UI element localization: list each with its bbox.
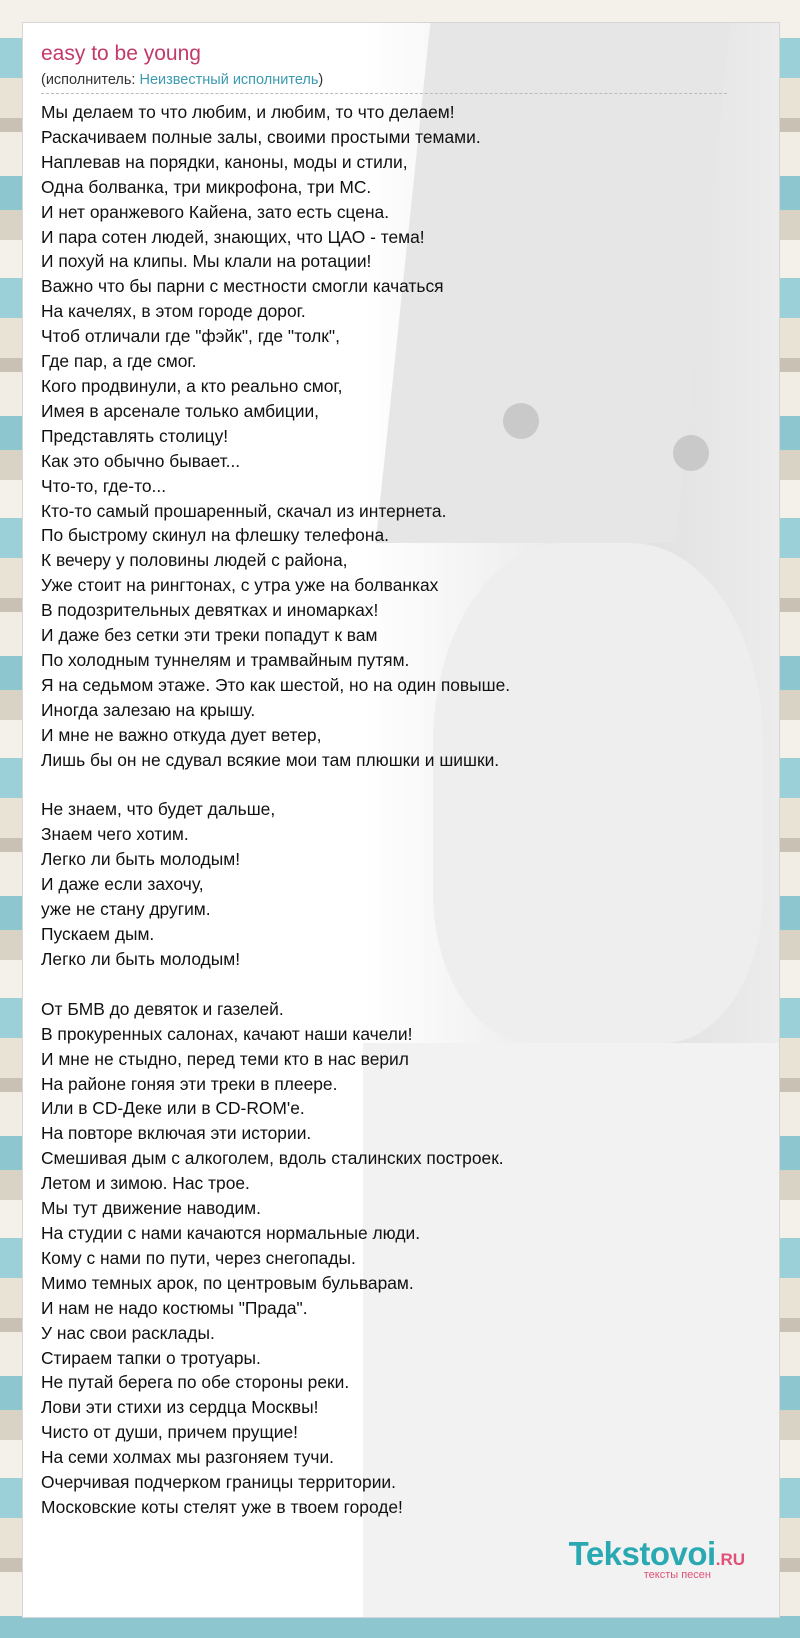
lyric-line: И мне не важно откуда дует ветер, [41, 724, 322, 745]
lyric-line: Иногда залезаю на крышу. [41, 699, 256, 720]
lyric-line: На повторе включая эти истории. [41, 1123, 312, 1144]
lyric-line: Раскачиваем полные залы, своими простыми темами. [41, 126, 481, 147]
lyric-line: Имея в арсенале только амбиции, [41, 400, 319, 421]
lyrics-card [22, 22, 780, 1618]
lyric-line: Пускаем дым. [41, 924, 155, 944]
lyric-line: Одна болванка, три микрофона, три МС. [41, 176, 372, 197]
artist-prefix: (исполнитель: [41, 72, 140, 88]
lyrics-stanza [41, 997, 731, 1520]
lyric-line: Не знаем, что будет дальше, [41, 799, 276, 820]
lyric-line: И даже без сетки эти треки попадут к вам [41, 625, 378, 646]
lyric-line: Очерчивая подчерком границы территории. [41, 1472, 396, 1493]
artist-link[interactable]: Неизвестный исполнитель [139, 72, 319, 88]
lyric-line: Кому с нами по пути, через снегопады. [41, 1247, 356, 1268]
lyric-line: Мы делаем то что любим, и любим, то что делаем! [41, 102, 455, 122]
lyric-line: От БМВ до девяток и газелей. [41, 998, 284, 1019]
song-title: easy to be young [41, 42, 201, 65]
lyric-line: К вечеру у половины людей с района, [41, 550, 348, 571]
lyric-line: Чисто от души, причем прущие! [41, 1422, 298, 1443]
lyric-line: В прокуренных салонах, качают наши качели! [41, 1023, 413, 1044]
lyric-line: На студии с нами качаются нормальные люди. [41, 1222, 421, 1243]
lyric-line: По холодным туннелям и трамвайным путям. [41, 649, 410, 670]
lyrics-stanza [41, 100, 731, 772]
lyric-line: В подозрительных девятках и иномарках! [41, 600, 379, 621]
lyrics-stanza [41, 797, 731, 971]
logo-tld: .RU [715, 1550, 745, 1569]
lyric-line: Мимо темных арок, по центровым бульварам. [41, 1272, 414, 1293]
lyric-line: Легко ли быть молодым! [41, 849, 241, 870]
artist-line [41, 71, 731, 89]
lyric-line: Кто-то самый прошаренный, скачал из интернета. [41, 500, 447, 521]
lyric-line: На районе гоняя эти треки в плеере. [41, 1073, 338, 1094]
lyric-line: И мне не стыдно, перед теми кто в нас верил [41, 1048, 409, 1069]
lyric-line: И нет оранжевого Кайена, зато есть сцена. [41, 201, 390, 222]
header-divider [41, 93, 727, 94]
lyric-line: И даже если захочу, [41, 874, 204, 895]
lyric-line: Стираем тапки о тротуары. [41, 1347, 261, 1368]
lyric-line: Чтоб отличали где "фэйк", где "толк", [41, 326, 340, 347]
lyric-line: Наплевав на порядки, каноны, моды и стили, [41, 151, 408, 172]
lyric-line: И пара сотен людей, знающих, что ЦАО - тема! [41, 226, 425, 247]
lyric-line: Кого продвинули, а кто реально смог, [41, 375, 343, 396]
lyric-line: Как это обычно бывает... [41, 450, 241, 471]
lyric-line: По быстрому скинул на флешку телефона. [41, 525, 389, 546]
lyric-line: Смешивая дым с алкоголем, вдоль сталинских построек. [41, 1148, 504, 1169]
lyric-line: Уже стоит на рингтонах, с утра уже на болванках [41, 575, 439, 596]
lyric-line: На качелях, в этом городе дорог. [41, 301, 306, 322]
lyric-line: На семи холмах мы разгоняем тучи. [41, 1447, 335, 1468]
lyric-line: Представлять столицу! [41, 425, 229, 446]
lyric-line: Или в CD-Деке или в CD-ROM'е. [41, 1098, 305, 1119]
artist-suffix: ) [318, 72, 324, 88]
lyric-line: Я на седьмом этаже. Это как шестой, но на один повыше. [41, 674, 511, 695]
lyric-line: У нас свои расклады. [41, 1322, 215, 1343]
lyric-line: Не путай берега по обе стороны реки. [41, 1372, 350, 1393]
lyric-line: Важно что бы парни с местности смогли качаться [41, 276, 444, 297]
lyric-line: Летом и зимою. Нас трое. [41, 1173, 250, 1194]
song-content [41, 41, 731, 1545]
lyric-line: Знаем чего хотим. [41, 824, 189, 845]
logo-word: Tekstovoi [568, 1535, 716, 1572]
lyric-line: Мы тут движение наводим. [41, 1198, 261, 1219]
lyric-line: Что-то, где-то... [41, 475, 167, 496]
lyric-line: Легко ли быть молодым! [41, 948, 241, 969]
lyric-line: уже не стану другим. [41, 899, 211, 920]
lyric-line: Московские коты стелят уже в твоем городе! [41, 1496, 403, 1517]
logo-tagline: тексты песен [643, 1569, 711, 1581]
lyric-line: И нам не надо костюмы "Прада". [41, 1297, 308, 1318]
lyric-line: Лови эти стихи из сердца Москвы! [41, 1397, 319, 1418]
lyric-line: Лишь бы он не сдувал всякие мои там плюшки и шишки. [41, 749, 500, 770]
lyrics-body [41, 100, 731, 1520]
lyric-line: И похуй на клипы. Мы клали на ротации! [41, 251, 372, 272]
site-logo[interactable] [569, 1535, 745, 1581]
lyric-line: Где пар, а где смог. [41, 351, 197, 372]
